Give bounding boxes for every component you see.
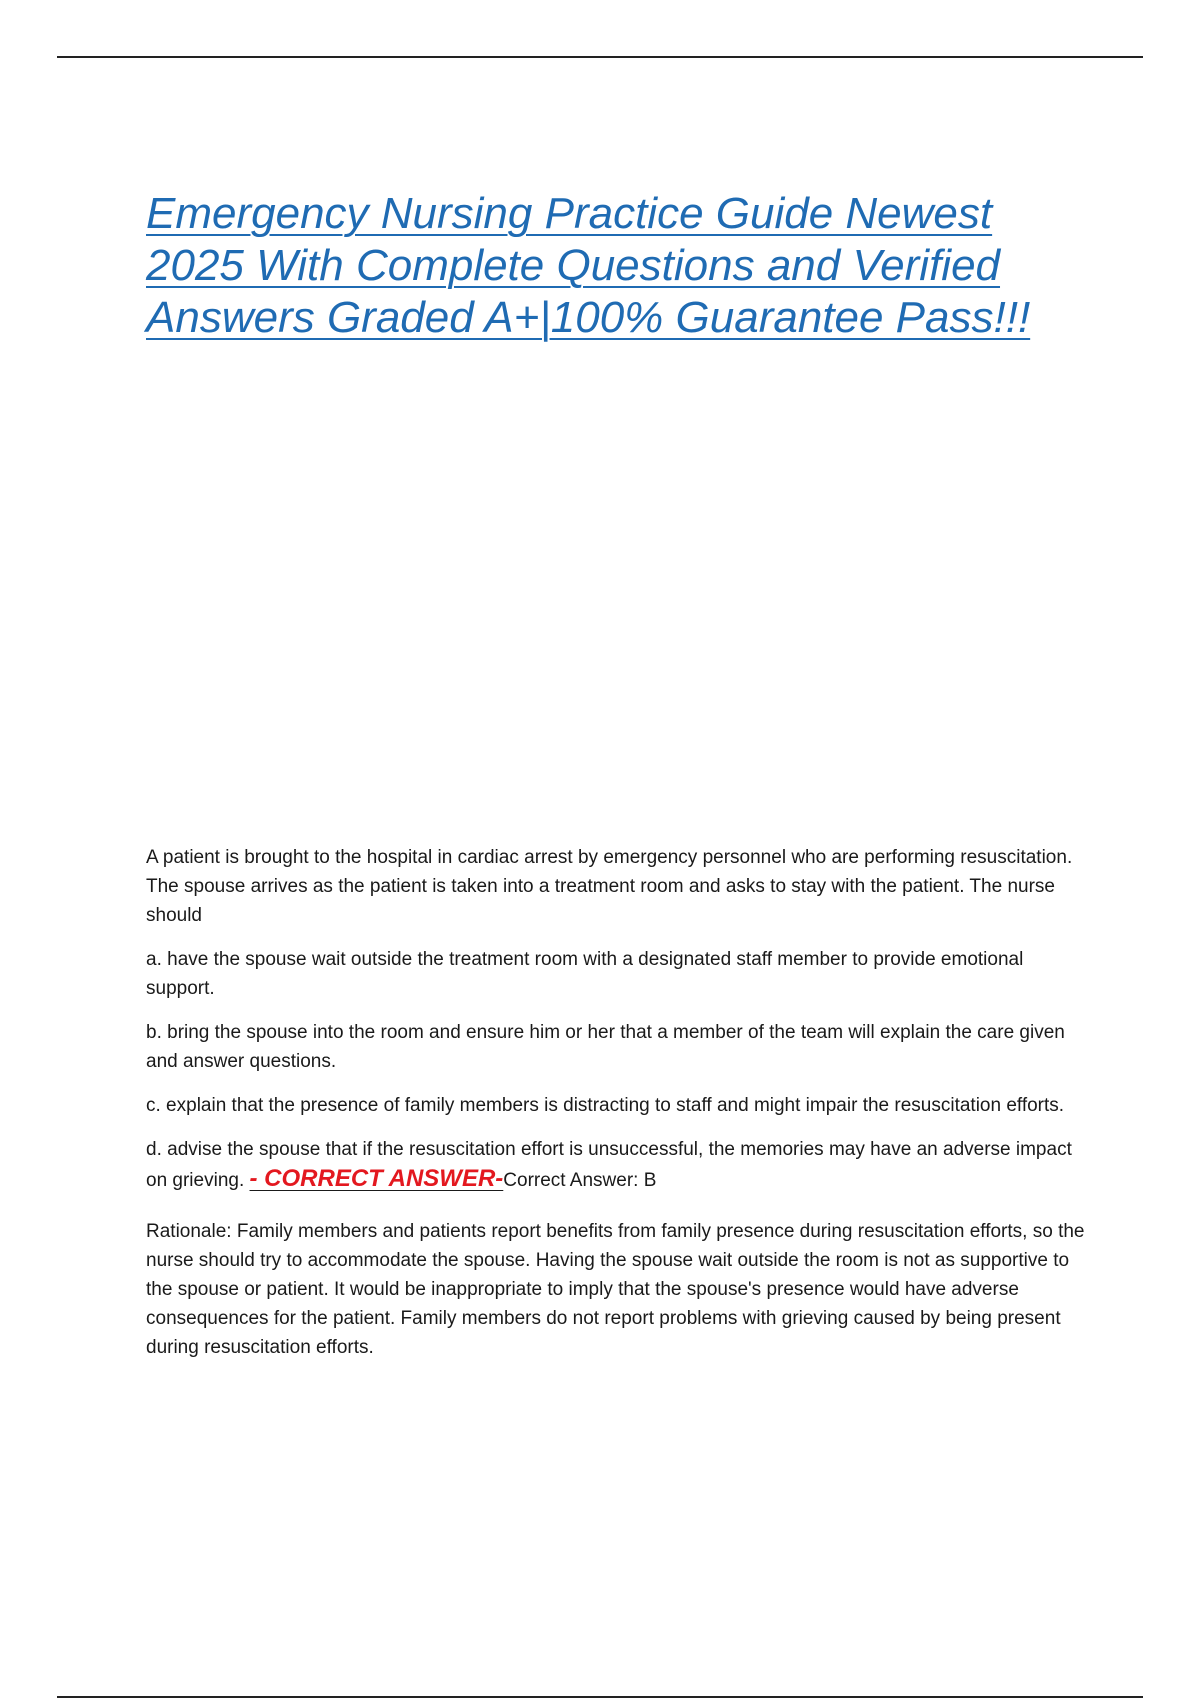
footer-rule xyxy=(57,1696,1143,1698)
option-c: c. explain that the presence of family members is distracting to staff and might impair the resuscitation efforts. xyxy=(146,1095,1065,1116)
question-block xyxy=(146,843,1091,1377)
document-title-text: Emergency Nursing Practice Guide Newest 2025 With Complete Questions and Verified Answers Graded A+|100% Guarantee Pass!!! xyxy=(146,189,1031,342)
correct-answer-text: Correct Answer: B xyxy=(503,1170,657,1191)
question-stem: A patient is brought to the hospital in cardiac arrest by emergency personnel who are performing resuscitation. The spouse arrives as the patient is taken into a treatment room and asks to stay with the patient. The nurse should xyxy=(146,847,1073,926)
option-d-line xyxy=(146,1135,1091,1195)
rationale: Rationale: Family members and patients report benefits from family presence during resuscitation efforts, so the nurse should try to accommodate the spouse. Having the spouse wait outside the room is not as supportive to the spouse or patient. It would be inappropriate to imply that the spouse's presence would have adverse consequences for the patient. Family members do not report problems with grieving caused by being present during resuscitation efforts. xyxy=(146,1221,1085,1358)
header-rule xyxy=(57,56,1143,58)
document-title[interactable] xyxy=(146,188,1076,344)
option-d: d. advise the spouse that if the resuscitation effort is unsuccessful, the memories may have an adverse impact on grieving. xyxy=(146,1139,1072,1191)
option-a: a. have the spouse wait outside the treatment room with a designated staff member to provide emotional support. xyxy=(146,949,1024,999)
option-b: b. bring the spouse into the room and ensure him or her that a member of the team will explain the care given and answer questions. xyxy=(146,1022,1065,1072)
correct-answer-tag: - CORRECT ANSWER- xyxy=(249,1165,504,1192)
